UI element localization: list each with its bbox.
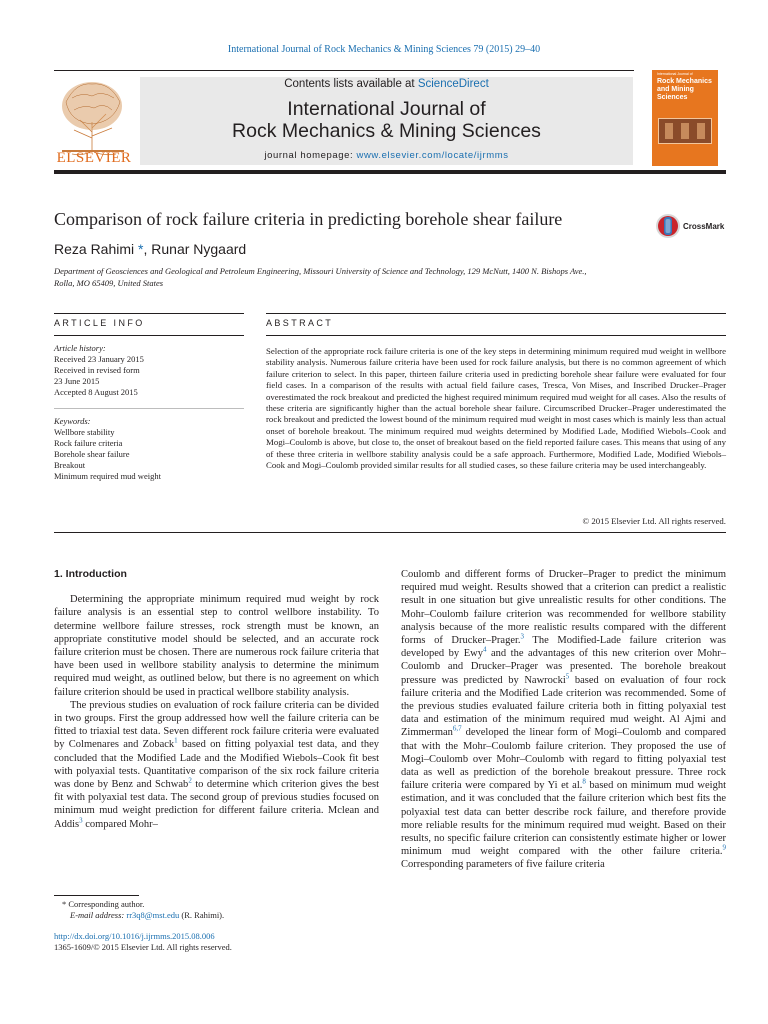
contents-prefix: Contents lists available at xyxy=(284,78,418,90)
article-info-subrule xyxy=(54,335,244,336)
text-run: Coulomb and different forms of Drucker–Prager to predict the minimum required mud weight. Results showed that a criterion can predict a realistic result in one situation but give unrealistic results for other conditions. The Mohr–Coulomb failure criterion was recommended for wellbore stability analysis because of the more realistic results compared with the different forms of Drucker–Prager. xyxy=(401,569,726,647)
cover-image xyxy=(658,118,712,144)
keyword-item[interactable]: Borehole shear failure xyxy=(54,449,130,459)
email-suffix: (R. Rahimi). xyxy=(179,910,225,920)
text-run: The previous studies on evaluation of rock failure criteria can be divided in two groups. First the group addressed how well the failure criteria can be fitted to triaxial test data. Seven different rock failure criteria were evaluated by Colmenares and Zoback xyxy=(54,699,379,751)
citation-link[interactable]: 3 xyxy=(520,632,525,641)
publisher-name: ELSEVIER xyxy=(56,150,132,166)
citation-link[interactable]: 2 xyxy=(188,776,192,785)
history-item: 23 June 2015 xyxy=(54,376,100,386)
body-paragraph xyxy=(401,568,726,872)
keyword-item[interactable]: Rock failure criteria xyxy=(54,438,123,448)
citation-link[interactable]: 3 xyxy=(79,816,83,825)
text-run: developed the linear form of Mogi–Coulomb and compared that with the Mohr–Coulomb failure criterion. They proposed the use of Mogi–Coulomb over Mohr–Coulomb with regard to fitting polyaxial test data as well as prediction of the borehole breakout pressure. Three rock failure criteria were compared by Yi et al. xyxy=(401,727,726,792)
affiliation-line: Department of Geosciences and Geological and Petroleum Engineering, Missouri University of Science and Technology, 129 McNutt, 1400 N. Bishops Ave., xyxy=(54,266,587,276)
homepage-prefix: journal homepage: xyxy=(264,150,357,161)
doi-block xyxy=(54,931,232,953)
doi-link[interactable]: http://dx.doi.org/10.1016/j.ijrmms.2015.08.006 xyxy=(54,931,215,941)
citation-link[interactable]: 6,7 xyxy=(452,724,462,733)
body-paragraph: Determining the appropriate minimum required mud weight by rock failure analysis is an essential step to control wellbore instability. To determine wellbore failure stresses, rock strength must be known, an appropriate constitutive model should be selected, and an accurate rock failure criterion must be chosen. There are numerous rock failure criteria that have been used in wellbore stability analysis to determine the minimum required mud weight, as outlined below, but there is no agreement on which failure criterion should be used in practical wellbore stability analysis. xyxy=(54,594,379,698)
corresponding-note: * Corresponding author. xyxy=(62,899,145,909)
abstract-text: Selection of the appropriate rock failure criteria is one of the key steps in determining minimum required mud weight in wellbore stability analysis. Numerous failure criteria have been used for rock failure analysis, but there is no common agreement of which failure criterion to select. In this paper, thirteen failure criteria used in predicting borehole shear failure were evaluated for four field cases. In a comparison of the results with actual field failure cases, Tresca, Von Mises, and Inscribed Drucker–Prager overestimated the rock breakout and predicted the highest required minimum required mud weight for all cases. Also the results of these criteria are significantly higher than the actual borehole shear failure. Circumscribed Drucker–Prager underestimated the rock breakout and predicted the lowest bound of the minimum required mud weight in most cases which is mainly less than actual onset of borehole breakout. The minimum required mud weights determined by Modified Lade, Modified Wiebols–Cook and Mogi–Coulomb is above, but close to, the onset of breakout based on the field reported failure cases. This means that using of any of these three criteria in wellbore stability analysis could be a safe approach. Furthermore, Modified Lade, Modified Wiebols–Cook and Mogi–Coulomb provided similar results for all studied cases, so these failure criteria may be used interchangeably. xyxy=(266,346,726,471)
author-list xyxy=(54,241,246,257)
abstract-rule xyxy=(266,313,726,314)
text-run: Corresponding parameters of five failure criteria xyxy=(401,859,605,871)
journal-title-line2: Rock Mechanics & Mining Sciences xyxy=(232,120,541,142)
article-info-rule xyxy=(54,313,244,314)
text-run: The Modified-Lade failure criterion was developed by Ewy xyxy=(401,635,726,660)
text-run: and the advantages of this new criterion over Mohr–Coulomb and Drucker–Prager was presented. The borehole breakout pressure was predicted by Nawrocki xyxy=(401,648,726,686)
text-run: compared Mohr– xyxy=(82,818,158,830)
journal-reference-link[interactable]: International Journal of Rock Mechanics & Mining Sciences 79 (2015) 29–40 xyxy=(227,44,541,55)
footnote xyxy=(54,899,374,921)
author-separator: , xyxy=(143,241,152,257)
body-paragraph xyxy=(54,699,379,831)
top-divider xyxy=(54,70,634,71)
email-link[interactable]: rr3q8@mst.edu xyxy=(126,910,180,920)
citation-link[interactable]: 1 xyxy=(174,736,178,745)
journal-title xyxy=(140,98,633,142)
abstract-subrule xyxy=(266,335,726,336)
text-run: based on minimum mud weight estimation, and it was concluded that the failure criterion which best fits the polyaxial test data can better describe rock failure, and therefore provide more reliable results for the minimum required mud weight. Based on their results, no specific failure criterion can consistently estimate higher or lower minimum mud weight compared with the other failure criteria. xyxy=(401,780,726,858)
text-run: based on fitting polyaxial test data, and they concluded that the Modified Lade and the Modified Wiebols–Cook fit best with polyaxial tests. Quantitative comparison of the six rock failure criteria was done by Benz and Schwab xyxy=(54,739,380,791)
body-right-column xyxy=(401,568,726,872)
corresponding-author-mark[interactable]: * xyxy=(134,241,144,257)
cover-subtitle: International Journal of xyxy=(657,72,693,76)
journal-title-line1: International Journal of xyxy=(287,98,486,120)
introduction-heading: 1. Introduction xyxy=(54,568,127,580)
abstract-heading: ABSTRACT xyxy=(266,318,334,328)
contents-availability xyxy=(140,78,633,90)
keyword-item[interactable]: Minimum required mud weight xyxy=(54,471,161,481)
journal-homepage xyxy=(140,150,633,161)
affiliation-line: Rolla, MO 65409, United States xyxy=(54,278,164,288)
footnote-rule xyxy=(54,895,139,896)
article-info-heading: ARTICLE INFO xyxy=(54,318,145,328)
article-history xyxy=(54,343,244,398)
email-note xyxy=(54,910,374,921)
abstract-bottom-rule xyxy=(54,532,726,533)
citation-link[interactable]: 4 xyxy=(482,645,487,654)
crossmark-label[interactable]: CrossMark xyxy=(683,222,725,231)
homepage-link[interactable]: www.elsevier.com/locate/ijrmms xyxy=(356,150,509,161)
masthead-divider xyxy=(54,170,726,174)
author-name[interactable]: Runar Nygaard xyxy=(151,241,247,257)
citation-link[interactable]: 5 xyxy=(565,672,570,681)
sciencedirect-link[interactable]: ScienceDirect xyxy=(417,78,489,90)
author-name[interactable]: Reza Rahimi xyxy=(54,241,135,257)
history-item: Received 23 January 2015 xyxy=(54,354,144,364)
keyword-item[interactable]: Breakout xyxy=(54,460,86,470)
issn-copyright: 1365-1609/© 2015 Elsevier Ltd. All rights reserved. xyxy=(54,942,232,952)
email-label: E-mail address: xyxy=(70,910,127,920)
history-item: Received in revised form xyxy=(54,365,140,375)
keywords-label: Keywords: xyxy=(54,416,91,426)
cover-title: Rock Mechanics and Mining Sciences xyxy=(657,78,712,101)
history-label: Article history: xyxy=(54,343,106,353)
affiliation xyxy=(54,265,654,289)
keyword-item[interactable]: Wellbore stability xyxy=(54,427,115,437)
citation-link[interactable]: 8 xyxy=(582,777,586,786)
article-title: Comparison of rock failure criteria in predicting borehole shear failure xyxy=(54,209,563,229)
info-divider xyxy=(54,408,244,409)
body-left-column xyxy=(54,568,379,831)
keywords xyxy=(54,416,244,482)
history-item: Accepted 8 August 2015 xyxy=(54,387,138,397)
text-run: to determine which criterion gives the best fit with polyaxial test data. The second group of previous studies focused on minimum mud weight prediction for different failure criteria. Mclean and Addis xyxy=(54,779,380,830)
text-run: based on evaluation of four rock failure criteria and the Modified Lade criterion was recommended. Some of the previous studies evaluated failure criteria both in fitting polyaxial test data and estimation of the minimum required mud weight. Al Ajmi and Zimmerman xyxy=(401,674,726,739)
abstract-copyright: © 2015 Elsevier Ltd. All rights reserved. xyxy=(582,516,726,526)
citation-link[interactable]: 9 xyxy=(722,843,726,852)
journal-cover-thumbnail[interactable] xyxy=(652,70,718,166)
